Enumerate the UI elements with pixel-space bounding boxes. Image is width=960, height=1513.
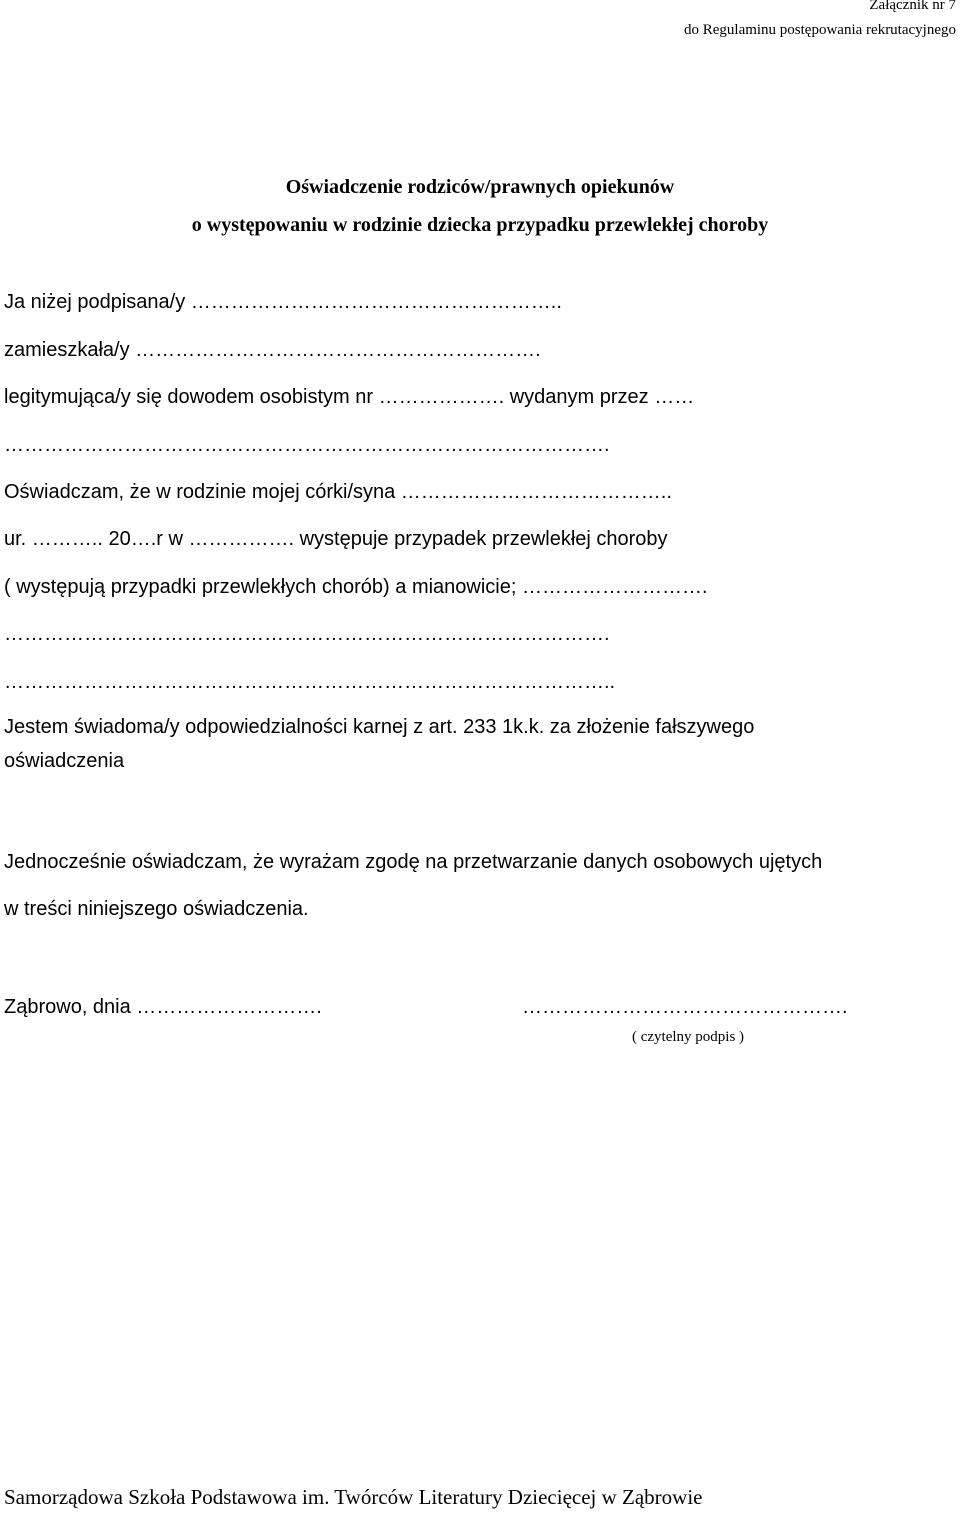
- liability-statement: Jestem świadoma/y odpowiedzialności karnej z art. 233 1k.k. za złożenie fałszywego: [4, 716, 755, 738]
- regulation-reference: do Regulaminu postępowania rekrutacyjnego: [683, 22, 956, 38]
- form-line-name: Ja niżej podpisana/y ………………………………………………..: [4, 291, 562, 313]
- liability-statement-continuation: oświadczenia: [4, 750, 125, 772]
- signature-caption: ( czytelny podpis ): [632, 1029, 745, 1045]
- signature-line: ………………………………………….: [522, 996, 848, 1018]
- document-title: Oświadczenie rodziców/prawnych opiekunów: [285, 176, 675, 198]
- form-line-diseases-continuation-1: ……………………………………………………………………………….: [4, 623, 610, 645]
- form-line-diseases: ( występują przypadki przewlekłych chorób) a mianowicie; ……………………….: [4, 576, 708, 598]
- consent-statement-continuation: w treści niniejszego oświadczenia.: [4, 898, 309, 920]
- form-line-child: Oświadczam, że w rodzinie mojej córki/syna …………………………………..: [4, 481, 672, 503]
- document-subtitle: o występowaniu w rodzinie dziecka przypadku przewlekłej choroby: [191, 214, 769, 236]
- form-line-diseases-continuation-2: ………………………………………………………………………………..: [4, 671, 616, 693]
- form-line-issuer-continuation: ……………………………………………………………………………….: [4, 434, 610, 456]
- form-line-birth: ur. ……….. 20….r w ……………. występuje przypadek przewlekłej choroby: [4, 528, 668, 550]
- footer-school-name: Samorządowa Szkoła Podstawowa im. Twórców Literatury Dziecięcej w Ząbrowie: [4, 1485, 703, 1509]
- annex-number: Załącznik nr 7: [869, 0, 956, 13]
- form-line-id-document: legitymująca/y się dowodem osobistym nr ………………. wydanym przez ……: [4, 386, 695, 408]
- form-line-address: zamieszkała/y …………………………………………………….: [4, 339, 541, 361]
- consent-statement: Jednocześnie oświadczam, że wyrażam zgodę na przetwarzanie danych osobowych ujętych: [4, 851, 823, 873]
- place-and-date: Ząbrowo, dnia ……………………….: [4, 996, 322, 1018]
